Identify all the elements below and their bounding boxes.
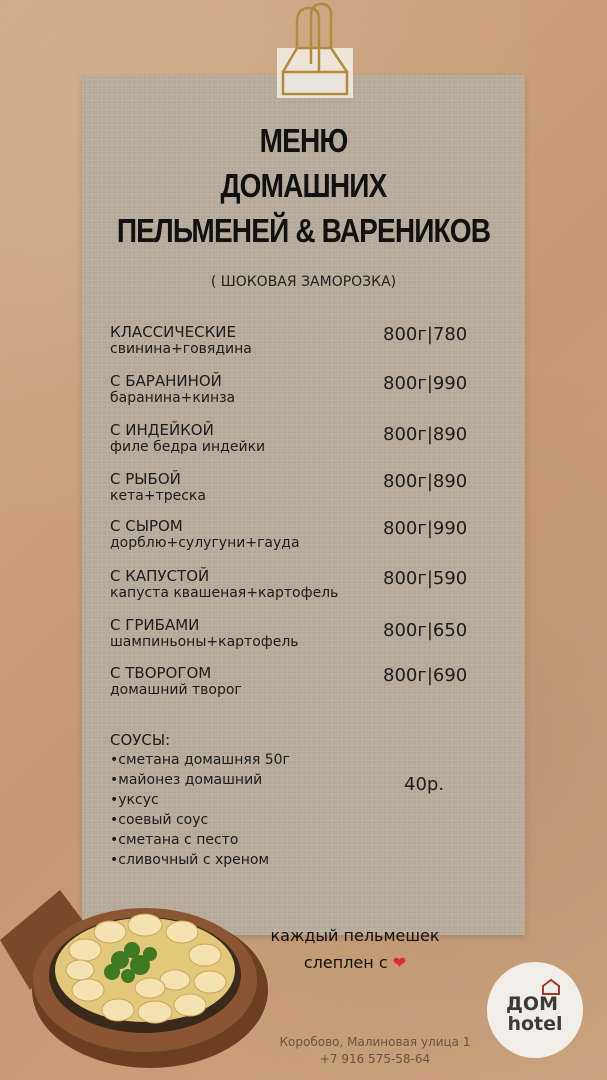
item-description: филе бедра индейки xyxy=(110,439,266,455)
sauce-item: •сметана домашняя 50г xyxy=(110,752,290,768)
item-name: С ТВОРОГОМ xyxy=(110,664,212,682)
item-description: баранина+кинза xyxy=(110,390,236,406)
item-description: кета+треска xyxy=(110,488,206,504)
address-text: Коробово, Малиновая улица 1 xyxy=(279,1035,471,1049)
slogan-line-2 xyxy=(240,949,470,976)
menu-item xyxy=(110,665,510,699)
menu-item xyxy=(110,373,510,407)
sauces-price: 40р. xyxy=(404,774,445,795)
dom-hotel-logo xyxy=(485,960,585,1060)
menu-item xyxy=(110,617,510,651)
menu-item xyxy=(110,568,510,602)
item-price: 800г|650 xyxy=(383,620,468,641)
item-description: дорблю+сулугуни+гауда xyxy=(110,535,300,551)
item-name: С ГРИБАМИ xyxy=(110,616,200,634)
slogan xyxy=(240,922,470,976)
item-description: домашний творог xyxy=(110,682,242,698)
menu-item xyxy=(110,518,510,552)
logo-word-hotel: hotel xyxy=(507,1013,563,1035)
phone-text: +7 916 575-58-64 xyxy=(319,1052,431,1066)
item-description: шампиньоны+картофель xyxy=(110,634,299,650)
item-name: КЛАССИЧЕСКИЕ xyxy=(110,323,236,341)
sauce-item: •сливочный с хреном xyxy=(110,852,270,868)
sauce-item: •сметана с песто xyxy=(110,832,239,848)
menu-item xyxy=(110,471,510,505)
slogan-line-1: каждый пельмешек xyxy=(270,926,440,945)
menu-item xyxy=(110,422,510,456)
item-price: 800г|990 xyxy=(383,518,468,539)
sauce-item: •соевый соус xyxy=(110,812,209,828)
item-name: С РЫБОЙ xyxy=(110,470,181,488)
heart-icon: ❤ xyxy=(392,953,407,972)
sauces-heading: СОУСЫ: xyxy=(110,731,171,749)
dumplings-bowl-image xyxy=(0,870,275,1080)
item-price: 800г|590 xyxy=(383,568,468,589)
menu-title xyxy=(115,118,492,253)
title-line-3: ПЕЛЬМЕНЕЙ & ВАРЕНИКОВ xyxy=(116,212,491,249)
item-description: свинина+говядина xyxy=(110,341,252,357)
item-price: 800г|690 xyxy=(383,665,468,686)
slogan-line-2-text: слеплен с xyxy=(303,953,388,972)
logo-word-dom: ДОМ xyxy=(506,993,558,1015)
menu-subtitle: ( ШОКОВАЯ ЗАМОРОЗКА) xyxy=(210,274,397,290)
sauces-list xyxy=(110,730,370,870)
item-price: 800г|780 xyxy=(383,324,468,345)
item-name: С БАРАНИНОЙ xyxy=(110,372,222,390)
contact-info xyxy=(260,1034,490,1068)
item-price: 800г|890 xyxy=(383,424,468,445)
menu-item xyxy=(110,324,510,358)
title-line-2: ДОМАШНИХ xyxy=(220,167,387,204)
item-description: капуста квашеная+картофель xyxy=(110,585,339,601)
sauce-item: •уксус xyxy=(110,792,159,808)
sauce-item: •майонез домашний xyxy=(110,772,263,788)
title-line-1: МЕНЮ xyxy=(259,122,348,159)
item-name: С СЫРОМ xyxy=(110,517,183,535)
item-name: С ИНДЕЙКОЙ xyxy=(110,421,214,439)
item-price: 800г|890 xyxy=(383,471,468,492)
item-name: С КАПУСТОЙ xyxy=(110,567,210,585)
item-price: 800г|990 xyxy=(383,373,468,394)
paper-clip-icon xyxy=(273,2,357,102)
